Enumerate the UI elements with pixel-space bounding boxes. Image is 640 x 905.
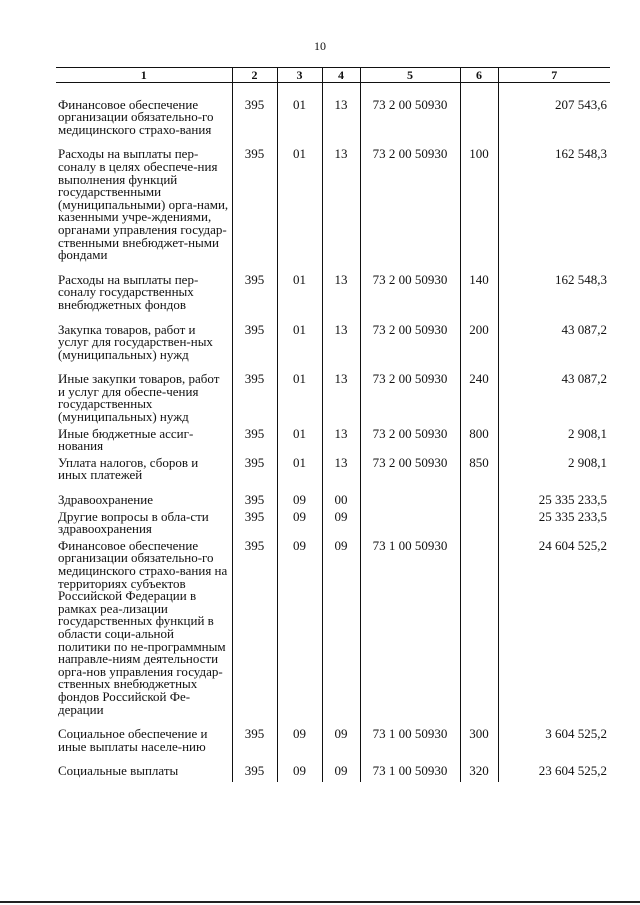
row-ministry-code: 395: [232, 765, 277, 782]
row-name: Закупка товаров, работ и услуг для государствен-ных (муниципальных) нужд: [58, 321, 213, 362]
row-subsection-code: 00: [322, 494, 360, 511]
row-amount: 2 908,1: [498, 457, 610, 494]
row-section-code: 09: [277, 511, 322, 540]
column-header: 6: [460, 68, 498, 83]
row-amount: 24 604 525,2: [498, 540, 610, 728]
row-ministry-code: 395: [232, 274, 277, 324]
column-header: 5: [360, 68, 460, 83]
row-section-code: 01: [277, 373, 322, 427]
row-ministry-code: 395: [232, 494, 277, 511]
row-name: Другие вопросы в обла-сти здравоохранения: [58, 508, 209, 537]
row-amount: 207 543,6: [498, 82, 610, 148]
row-subsection-code: 09: [322, 765, 360, 782]
row-section-code: 01: [277, 428, 322, 457]
table-row: [56, 82, 610, 148]
row-expense-type: 800: [460, 428, 498, 457]
row-name: Уплата налогов, сборов и иных платежей: [58, 454, 199, 483]
column-header: 2: [232, 68, 277, 83]
row-target-code: 73 2 00 50930: [360, 324, 460, 374]
row-name: Социальные выплаты: [58, 763, 179, 779]
table-row: [56, 540, 610, 728]
row-subsection-code: 09: [322, 728, 360, 765]
row-ministry-code: 395: [232, 511, 277, 540]
row-name: Расходы на выплаты пер-соналу в целях обеспече-ния выполнения функций государственными (муниципальными) орга-нами, казенными учре-ждениями, органами управления государ-ственными внебюджет-ными фондами: [58, 146, 229, 263]
row-amount: 3 604 525,2: [498, 728, 610, 765]
table-row: [56, 373, 610, 427]
row-subsection-code: 09: [322, 540, 360, 728]
row-subsection-code: 13: [322, 428, 360, 457]
row-name: Иные бюджетные ассиг-нования: [58, 425, 194, 454]
table-row: [56, 148, 610, 273]
column-header: 1: [56, 68, 232, 83]
table-row: [56, 728, 610, 765]
row-target-code: [360, 494, 460, 511]
row-amount: 23 604 525,2: [498, 765, 610, 782]
row-ministry-code: 395: [232, 324, 277, 374]
row-ministry-code: 395: [232, 457, 277, 494]
row-subsection-code: 13: [322, 82, 360, 148]
row-subsection-code: 13: [322, 148, 360, 273]
row-section-code: 09: [277, 728, 322, 765]
row-name: Расходы на выплаты пер-соналу государственных внебюджетных фондов: [58, 271, 199, 312]
budget-table: [56, 67, 610, 782]
row-subsection-code: 13: [322, 373, 360, 427]
row-name: Социальное обеспечение и иные выплаты населе-нию: [58, 726, 208, 754]
row-subsection-code: 13: [322, 274, 360, 324]
table-row: [56, 765, 610, 782]
row-ministry-code: 395: [232, 82, 277, 148]
row-section-code: 01: [277, 324, 322, 374]
table-row: [56, 324, 610, 374]
row-expense-type: 850: [460, 457, 498, 494]
row-amount: 162 548,3: [498, 274, 610, 324]
row-target-code: 73 1 00 50930: [360, 540, 460, 728]
row-section-code: 09: [277, 540, 322, 728]
row-target-code: 73 1 00 50930: [360, 765, 460, 782]
row-expense-type: 100: [460, 148, 498, 273]
row-expense-type: 320: [460, 765, 498, 782]
row-subsection-code: 13: [322, 457, 360, 494]
row-target-code: 73 2 00 50930: [360, 82, 460, 148]
row-name: Финансовое обеспечение организации обязательно-го медицинского страхо-вания: [58, 96, 214, 137]
row-section-code: 09: [277, 765, 322, 782]
row-target-code: 73 2 00 50930: [360, 457, 460, 494]
row-expense-type: 300: [460, 728, 498, 765]
column-header: 3: [277, 68, 322, 83]
page-bottom-rule: [0, 901, 640, 903]
table-row: [56, 428, 610, 457]
row-target-code: 73 2 00 50930: [360, 274, 460, 324]
table-row: [56, 511, 610, 540]
row-expense-type: 140: [460, 274, 498, 324]
row-name: Здравоохранение: [58, 492, 153, 508]
row-expense-type: [460, 540, 498, 728]
row-ministry-code: 395: [232, 428, 277, 457]
table-header-row: [56, 68, 610, 83]
row-amount: 25 335 233,5: [498, 494, 610, 511]
row-target-code: [360, 511, 460, 540]
row-target-code: 73 2 00 50930: [360, 428, 460, 457]
row-expense-type: [460, 82, 498, 148]
row-expense-type: 240: [460, 373, 498, 427]
row-target-code: 73 2 00 50930: [360, 148, 460, 273]
row-section-code: 01: [277, 82, 322, 148]
row-subsection-code: 13: [322, 324, 360, 374]
row-name: Иные закупки товаров, работ и услуг для обеспе-чения государственных (муниципальных) нужд: [58, 371, 220, 425]
row-amount: 43 087,2: [498, 373, 610, 427]
table-row: [56, 457, 610, 494]
row-target-code: 73 1 00 50930: [360, 728, 460, 765]
page-number: 10: [314, 39, 326, 53]
row-ministry-code: 395: [232, 373, 277, 427]
row-amount: 2 908,1: [498, 428, 610, 457]
row-ministry-code: 395: [232, 540, 277, 728]
row-target-code: 73 2 00 50930: [360, 373, 460, 427]
row-expense-type: [460, 511, 498, 540]
row-section-code: 01: [277, 148, 322, 273]
row-section-code: 01: [277, 274, 322, 324]
row-name: Финансовое обеспечение организации обязательно-го медицинского страхо-вания на территориях субъектов Российской Федерации в рамках реа-лизации государственных функций в области соци-альной политики по не-программным направле-ниям деятельности орга-нов управления государ-ственных внебюджетных фондов Российской Фе-дерации: [58, 537, 228, 717]
row-subsection-code: 09: [322, 511, 360, 540]
row-expense-type: [460, 494, 498, 511]
table-row: [56, 274, 610, 324]
row-ministry-code: 395: [232, 148, 277, 273]
row-amount: 43 087,2: [498, 324, 610, 374]
row-expense-type: 200: [460, 324, 498, 374]
row-ministry-code: 395: [232, 728, 277, 765]
row-amount: 162 548,3: [498, 148, 610, 273]
column-header: 7: [498, 68, 610, 83]
row-section-code: 09: [277, 494, 322, 511]
row-section-code: 01: [277, 457, 322, 494]
row-amount: 25 335 233,5: [498, 511, 610, 540]
column-header: 4: [322, 68, 360, 83]
